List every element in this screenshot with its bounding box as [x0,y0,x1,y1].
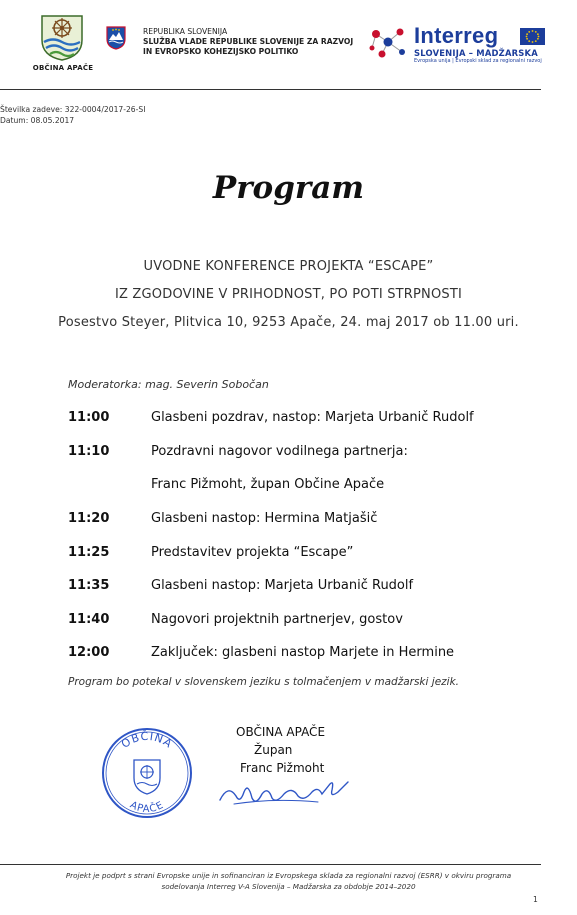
footer-divider [0,864,541,865]
eu-flag-icon [520,28,545,45]
language-note: Program bo potekal v slovenskem jeziku s tolmačenjem v madžarski jezik. [68,676,459,688]
seal-top-text: OBČINA [118,729,176,751]
seal-bottom-text: APAČE [127,799,167,816]
schedule-activity: Pozdravni nagovor vodilnega partnerja: [151,444,408,459]
signatory-organization: OBČINA APAČE [236,725,326,739]
interreg-network-icon [368,24,410,62]
schedule-activity: Glasbeni pozdrav, nastop: Marjeta Urbanič Rudolf [151,410,474,425]
conference-subtitle: IZ ZGODOVINE V PRIHODNOST, PO POTI STRPNOSTI [114,287,463,302]
interreg-tagline: Evropska unija | Evropski sklad za regionalni razvoj [414,58,542,64]
municipality-label: OBČINA APAČE [32,64,94,72]
gov-line-3: IN EVROPSKO KOHEZIJSKO POLITIKO [143,47,299,56]
gov-line-1: REPUBLIKA SLOVENIJA [143,27,228,36]
svg-text:APAČE [128,800,166,815]
municipality-seal-stamp-icon [100,726,194,820]
schedule-time: 11:00 [68,410,110,425]
signatory-name: Franc Pižmoht [240,761,325,775]
government-office-name [143,27,353,57]
schedule-time: 11:10 [68,444,110,459]
signatory-role: Župan [254,743,293,757]
footer-line-2: sodelovanja Interreg V-A Slovenija – Madžarska za obdobje 2014–2020 [161,882,416,891]
schedule-activity: Predstavitev projekta “Escape” [151,545,354,560]
conference-venue-date: Posestvo Steyer, Plitvica 10, 9253 Apače, 24. maj 2017 ob 11.00 uri. [58,315,519,330]
municipality-coat-of-arms-icon [38,12,86,62]
page-number: 1 [533,895,538,904]
schedule-activity: Glasbeni nastop: Marjeta Urbanič Rudolf [151,578,414,593]
interreg-logo-text: Interreg [414,23,499,48]
schedule-activity: Zaključek: glasbeni nastop Marjete in Hermine [151,645,455,660]
slovenia-coat-of-arms-icon [106,26,126,50]
funding-footer [0,870,577,892]
interreg-programme-name: SLOVENIJA – MADŽARSKA [414,48,538,58]
handwritten-signature-icon [214,772,364,812]
schedule-time: 12:00 [68,645,110,660]
document-title: Program [212,170,365,206]
schedule-activity: Glasbeni nastop: Hermina Matjašič [151,511,378,526]
schedule-time: 11:20 [68,511,110,526]
gov-line-2: SLUŽBA VLADE REPUBLIKE SLOVENIJE ZA RAZVOJ [143,37,354,46]
case-number: Številka zadeve: 322-0004/2017-26-SI [0,105,146,114]
schedule-time: 11:25 [68,545,110,560]
schedule-time: 11:35 [68,578,110,593]
footer-line-1: Projekt je podprt s strani Evropske unije in sofinanciran iz Evropskega sklada za regionalni razvoj (ESRR) v okviru programa [65,871,512,880]
header-divider [0,89,541,90]
schedule-activity: Franc Pižmoht, župan Občine Apače [151,477,385,492]
conference-title: UVODNE KONFERENCE PROJEKTA “ESCAPE” [143,259,434,274]
moderator-line: Moderatorka: mag. Severin Sobočan [68,378,269,391]
document-meta [0,104,145,126]
schedule-time: 11:40 [68,612,110,627]
schedule-activity: Nagovori projektnih partnerjev, gostov [151,612,403,627]
document-date: Datum: 08.05.2017 [0,116,75,125]
